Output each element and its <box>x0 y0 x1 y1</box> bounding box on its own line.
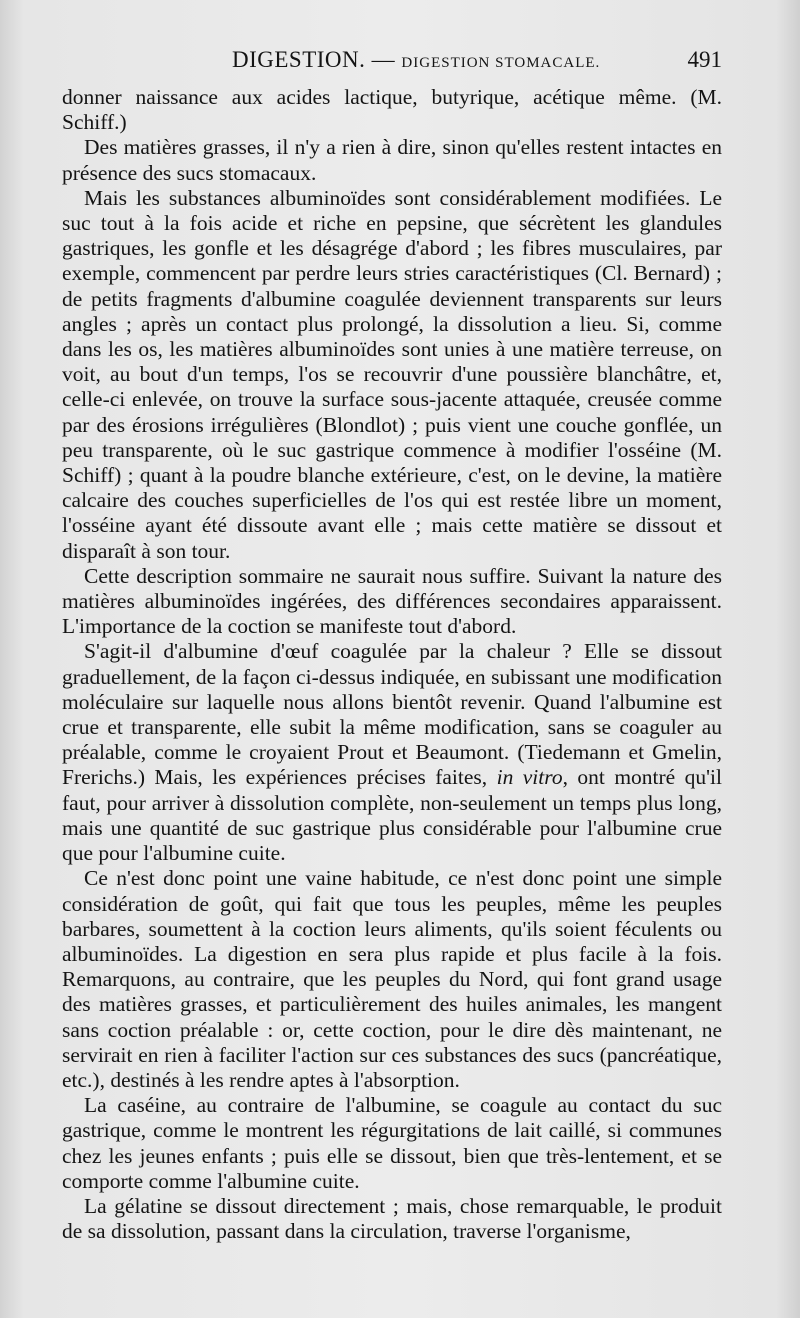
paragraph-continuation: donner naissance aux acides lactique, butyrique, acétique même. (M. Schiff.) <box>62 85 722 135</box>
paragraph-cooking-habit: Ce n'est donc point une vaine habitude, ce n'est donc point une simple considération de goût, qui fait que tous les peuples, même les peuples barbares, soumettent à la coction leurs aliments, qu'ils soient féculents ou albuminoïdes. La digestion en sera plus rapide et plus facile à la fois. Remarquons, au contraire, que les peuples du Nord, qui font grand usage des matières grasses, et particulièrement des huiles animales, les mangent sans coction préalable : or, cette coction, pour le dire dès maintenant, ne servirait en rien à faciliter l'action sur ces substances des sucs (pancréatique, etc.), destinés à les rendre aptes à l'absorption. <box>62 866 722 1092</box>
paragraph-egg-albumin <box>62 639 722 866</box>
italic-in-vitro: in vitro <box>496 765 563 790</box>
egg-albumin-text-b: , ont montré qu'il faut, pour arriver à dissolution complète, non-seulement un temps plus long, mais une quantité de suc gastrique plus considérable pour l'albumine crue que pour l'albumine cuite. <box>62 765 722 866</box>
paragraph-fats: Des matières grasses, il n'y a rien à dire, sinon qu'elles restent intactes en présence des sucs stomacaux. <box>62 135 722 185</box>
body-text <box>62 85 722 1244</box>
running-head <box>62 47 722 77</box>
chapter-title: DIGESTION. <box>232 47 366 72</box>
head-separator: — <box>365 47 402 72</box>
page-number: 491 <box>687 47 722 72</box>
paragraph-description: Cette description sommaire ne saurait nous suffire. Suivant la nature des matières albuminoïdes ingérées, des différences secondaires apparaissent. L'importance de la coction se manifeste tout d'abord. <box>62 563 722 639</box>
paragraph-casein: La caséine, au contraire de l'albumine, se coagule au contact du suc gastrique, comme le montrent les régurgitations de lait caillé, si communes chez les jeunes enfants ; puis elle se dissout, bien que très-lentement, et se comporte comme l'albumine cuite. <box>62 1093 722 1193</box>
paragraph-gelatin: La gélatine se dissout directement ; mais, chose remarquable, le produit de sa dissolution, passant dans la circulation, traverse l'organisme, <box>62 1193 722 1244</box>
egg-albumin-text-a: S'agit-il d'albumine d'œuf coagulée par la chaleur ? Elle se dissout graduellement, de la façon ci-dessus indiquée, en subissant une modification moléculaire sur laquelle nous allons bientôt revenir. Quand l'albumine est crue et transparente, elle subit la même modification, sans se coaguler au préalable, comme le croyaient Prout et Beaumont. (Tiedemann et Gmelin, Frerichs.) Mais, les expériences précises faites, <box>62 639 722 790</box>
paragraph-albuminoids: Mais les substances albuminoïdes sont considérablement modifiées. Le suc tout à la fois acide et riche en pepsine, que sécrètent les glandules gastriques, les gonfle et les désagrége d'abord ; les fibres musculaires, par exemple, commencent par perdre leurs stries caractéristiques (Cl. Bernard) ; de petits fragments d'albumine coagulée deviennent transparents sur leurs angles ; après un contact plus prolongé, la dissolution a lieu. Si, comme dans les os, les matières albuminoïdes sont unies à une matière terreuse, on voit, au bout d'un temps, l'os se recouvrir d'une poussière blanchâtre, et, celle-ci enlevée, on trouve la surface sous-jacente attaquée, creusée comme par des érosions irrégulières (Blondlot) ; puis vient une couche gonflée, un peu transparente, où le suc gastrique commence à modifier l'osséine (M. Schiff) ; quant à la poudre blanche extérieure, c'est, on le devine, la matière calcaire des couches superficielles de l'os qui est restée libre un moment, l'osséine ayant été dissoute avant elle ; mais cette matière se dissout et disparaît à son tour. <box>62 185 722 563</box>
running-head-title <box>232 47 600 73</box>
section-title: DIGESTION STOMACALE. <box>401 55 601 71</box>
